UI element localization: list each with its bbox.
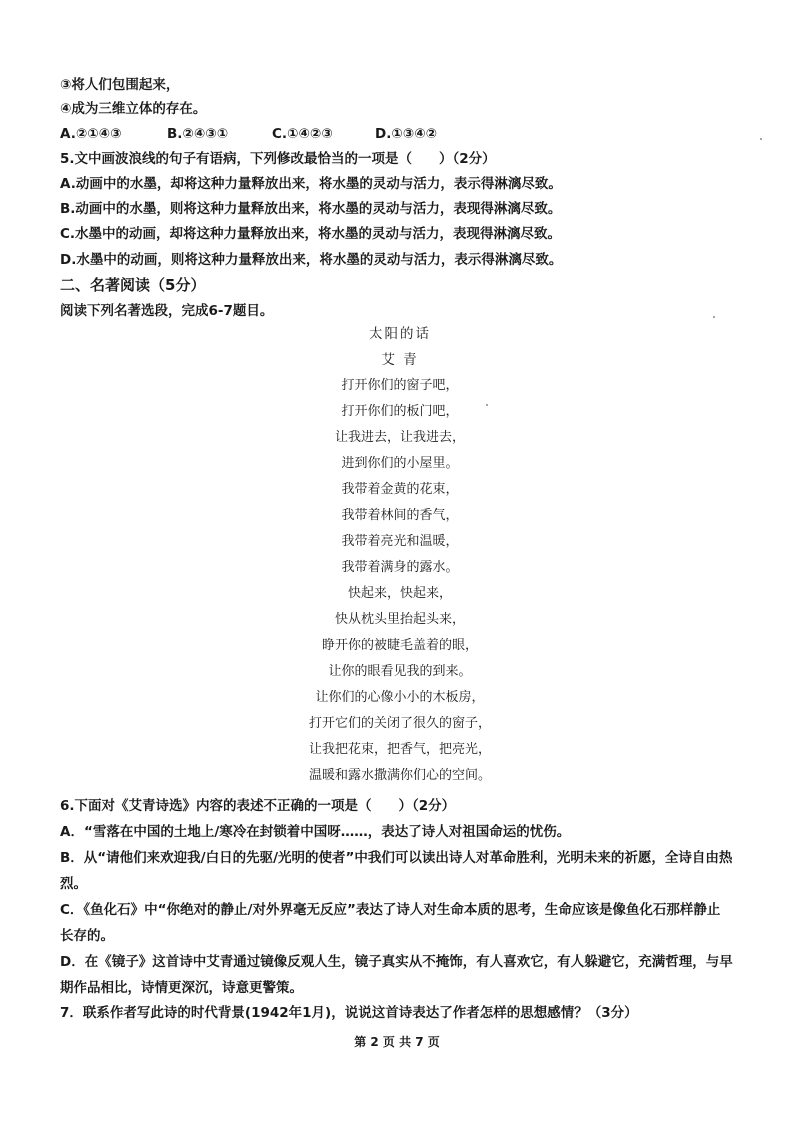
poem-line: 我带着满身的露水。 <box>341 560 459 575</box>
q5-stem: 5.文中画波浪线的句子有语病，下列修改最恰当的一项是（ ）（2分） <box>60 151 496 167</box>
q5-option-b: B.动画中的水墨，则将这种力量释放出来，将水墨的灵动与活力，表现得淋漓尽致。 <box>60 201 562 217</box>
poem-line: 让你们的心像小小的木板房， <box>315 690 485 705</box>
poem-line: 进到你们的小屋里。 <box>341 456 459 471</box>
q6-option-d-cont: 期作品相比，诗情更深沉，诗意更警策。 <box>60 980 303 996</box>
q6-stem: 6.下面对《艾青诗选》内容的表述不正确的一项是（ ）（2分） <box>60 798 456 814</box>
option-a: A.②①④③ <box>60 126 122 142</box>
scan-speck <box>713 316 715 318</box>
order-item-4: ④成为三维立体的存在。 <box>60 101 207 117</box>
q5-option-a: A.动画中的水墨，却将这种力量释放出来，将水墨的灵动与活力，表示得淋漓尽致。 <box>60 176 562 192</box>
q5-option-c: C.水墨中的动画，却将这种力量释放出来，将水墨的灵动与活力，表现得淋漓尽致。 <box>60 226 562 242</box>
q6-option-c: C．《鱼化石》中“你绝对的静止/对外界毫无反应”表达了诗人对生命本质的思考，生命应该是像鱼化石那样静止 <box>60 902 721 918</box>
q6-option-b: B．从“请他们来欢迎我/白日的先驱/光明的使者”中我们可以读出诗人对革命胜利，光明未来的祈愿，全诗自由热 <box>60 850 733 866</box>
scan-speck <box>760 138 762 140</box>
poem-line: 打开你们的窗子吧， <box>341 378 459 393</box>
q6-option-c-cont: 长存的。 <box>60 928 114 944</box>
poem-line: 我带着亮光和温暖， <box>341 534 459 549</box>
poem-line: 打开你们的板门吧， <box>341 404 459 419</box>
option-d: D.①③④② <box>375 126 438 142</box>
section-intro: 阅读下列名著选段，完成6-7题目。 <box>60 303 274 319</box>
section-heading: 二、名著阅读（5分） <box>60 276 206 294</box>
poem-line: 我带着林间的香气， <box>341 508 459 523</box>
option-c: C.①④②③ <box>272 126 333 142</box>
q5-option-d: D.水墨中的动画，则将这种力量释放出来，将水墨的灵动与活力，表示得淋漓尽致。 <box>60 252 563 268</box>
page-footer: 第 2 页 共 7 页 <box>354 1035 440 1049</box>
q7-stem: 7．联系作者写此诗的时代背景(1942年1月)，说说这首诗表达了作者怎样的思想感情？（3分） <box>60 1005 638 1021</box>
poem-line: 睁开你的被睫毛盖着的眼， <box>321 638 478 653</box>
poem-line: 让我进去，让我进去， <box>334 430 465 445</box>
poem-line: 让你的眼看见我的到来。 <box>328 664 472 679</box>
poem-title: 太阳的话 <box>369 326 431 342</box>
option-b: B.②④③① <box>167 126 229 142</box>
order-item-3: ③将人们包围起来， <box>60 77 180 93</box>
q6-option-d: D．在《镜子》这首诗中艾青通过镜像反观人生，镜子真实从不掩饰，有人喜欢它，有人躲避它，充满哲理，与早 <box>60 954 733 970</box>
poem-line: 打开它们的关闭了很久的窗子， <box>308 716 491 731</box>
poem-line: 快从枕头里抬起头来， <box>334 612 465 627</box>
q6-option-a: A．“雪落在中国的土地上/寒冷在封锁着中国呀……，表达了诗人对祖国命运的忧伤。 <box>60 824 571 840</box>
q6-option-b-cont: 烈。 <box>60 876 87 892</box>
poem-line: 温暖和露水撒满你们心的空间。 <box>308 768 491 783</box>
poem-author: 艾 青 <box>381 352 419 368</box>
poem-line: 快起来，快起来， <box>347 586 452 601</box>
order-options <box>60 124 580 144</box>
scan-speck <box>486 404 488 406</box>
poem-line: 让我把花束，把香气，把亮光， <box>308 742 491 757</box>
poem-line: 我带着金黄的花束， <box>341 482 459 497</box>
